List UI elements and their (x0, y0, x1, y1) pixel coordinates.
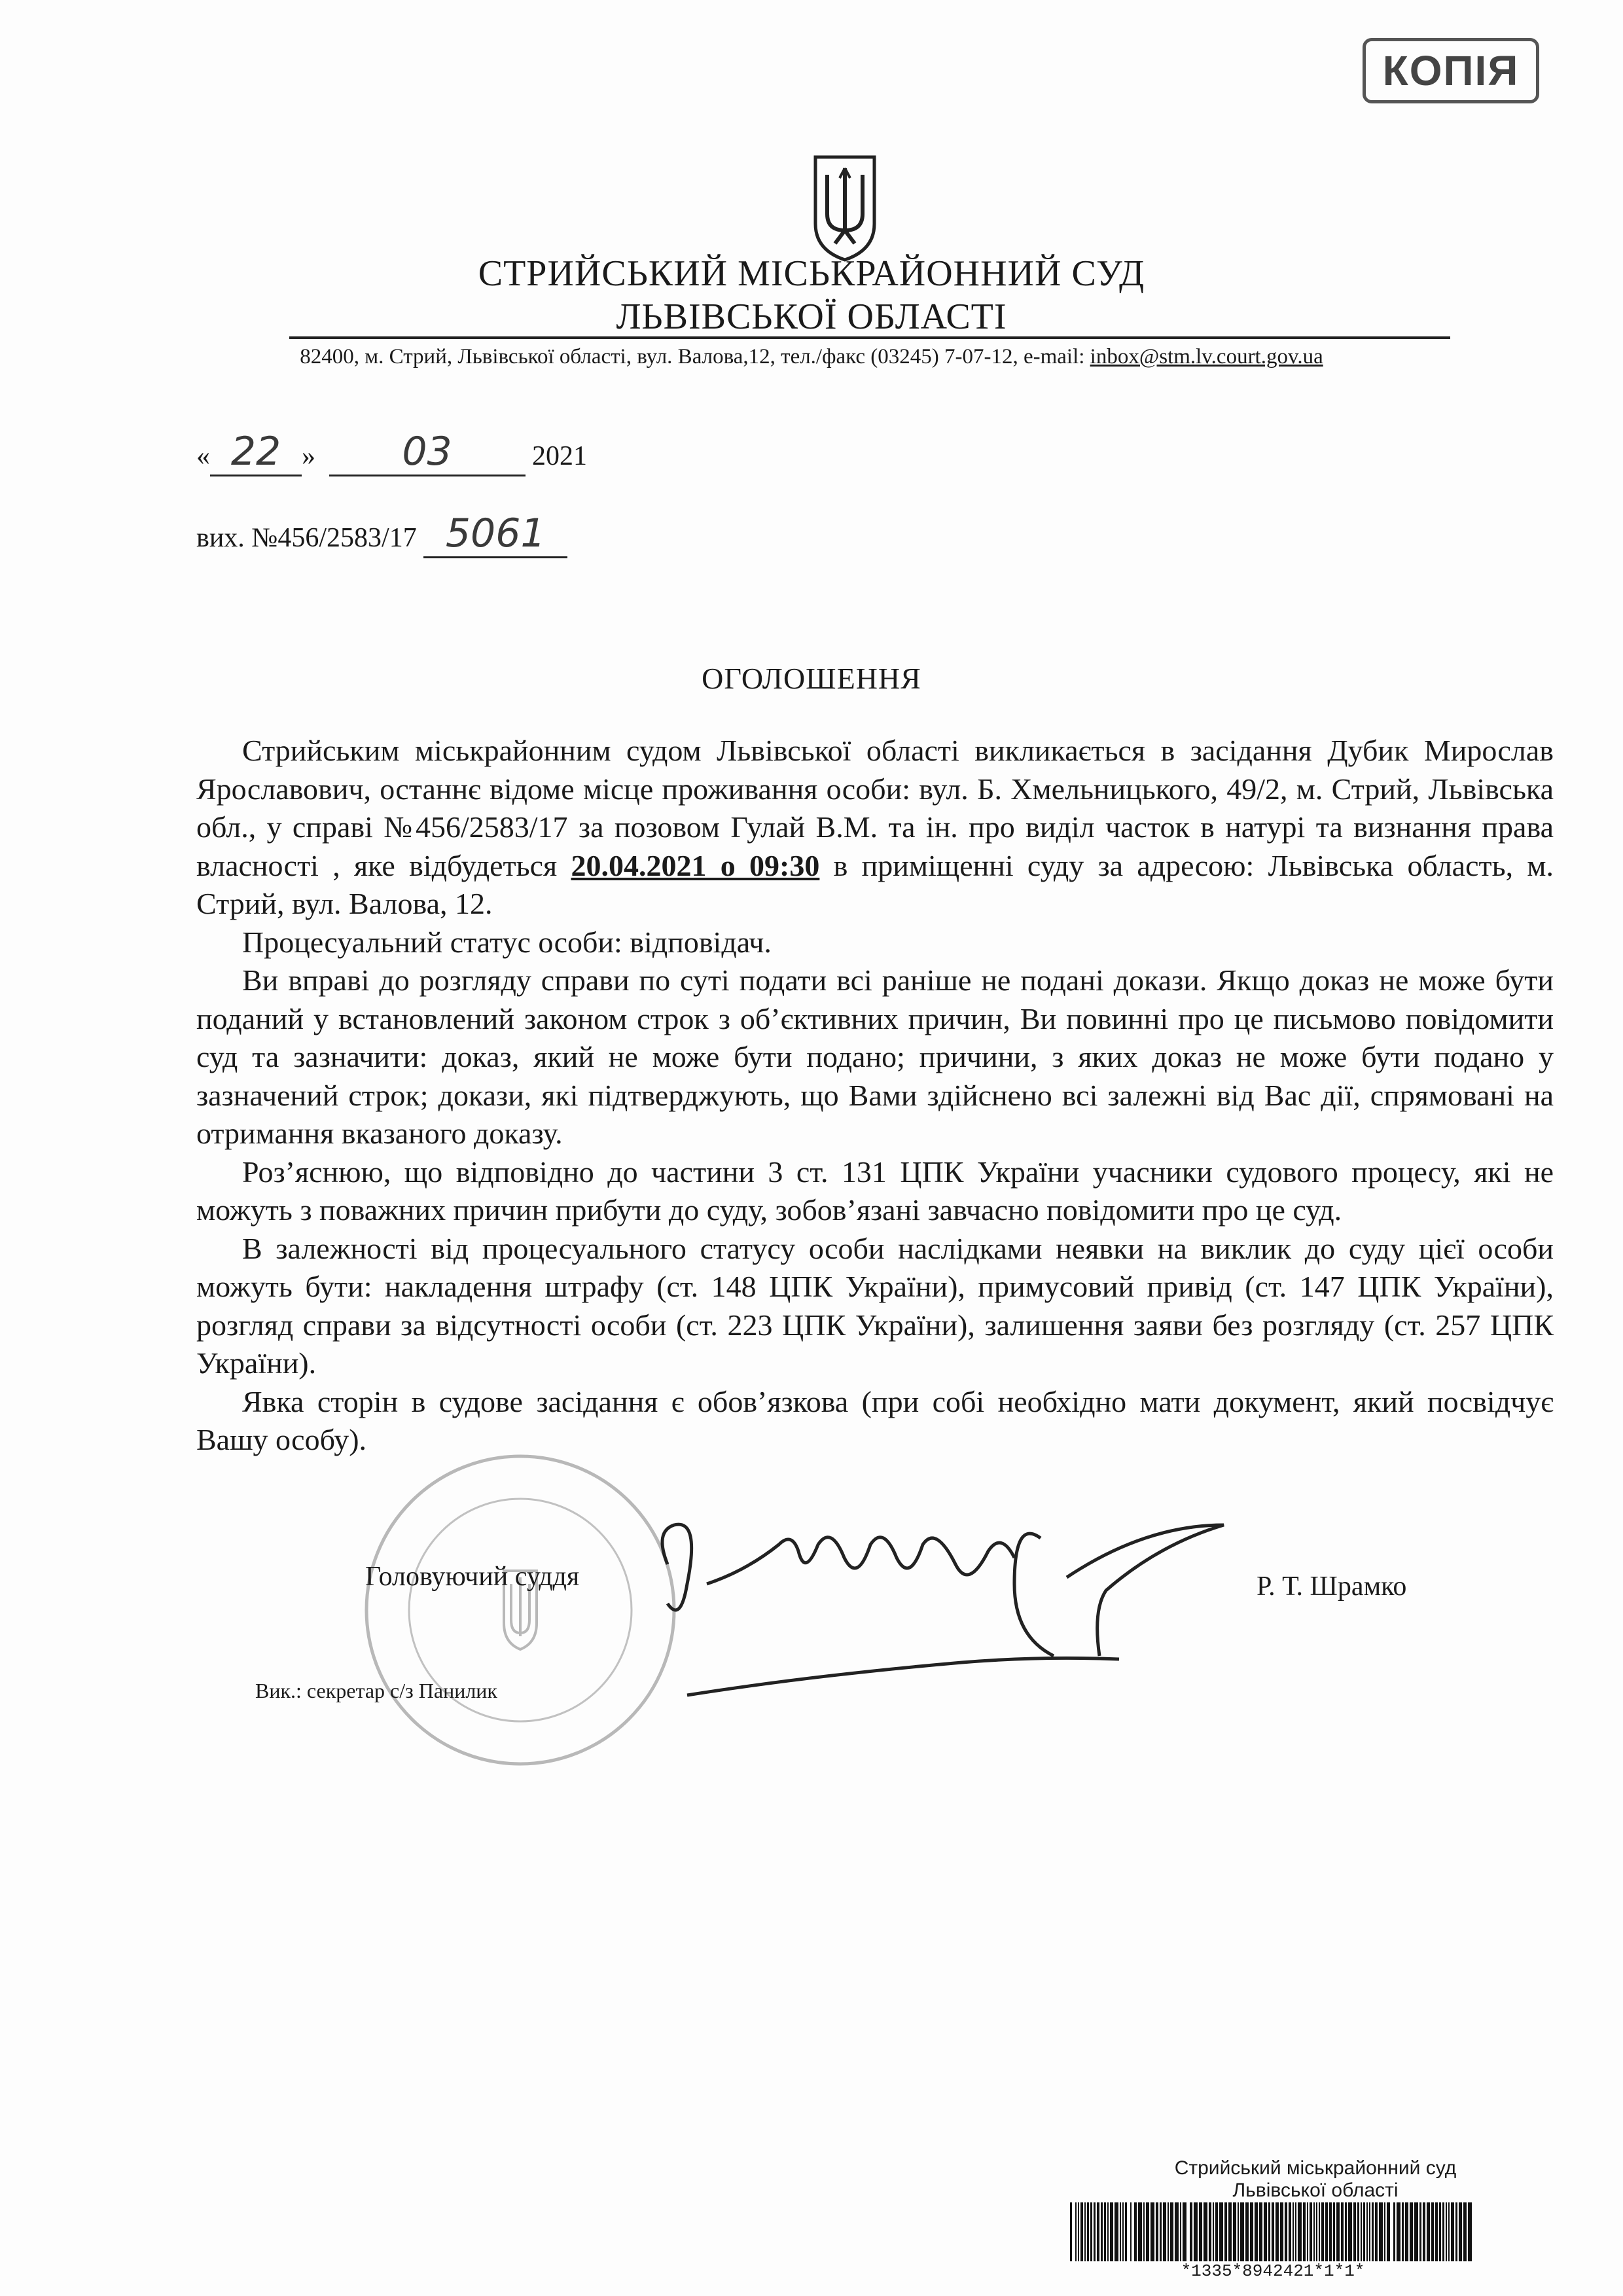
document-body (196, 732, 1554, 1460)
outgoing-handwritten-number: 5061 (445, 511, 546, 556)
executor-note: Вик.: секретар с/з Панилик (255, 1679, 497, 1702)
outgoing-number (196, 511, 654, 563)
date-quote-open: « (196, 441, 210, 471)
date-day: 22 (230, 429, 281, 475)
footer-court-line2: Львівської області (1232, 2179, 1399, 2201)
document-heading: ОГОЛОШЕННЯ (702, 662, 921, 695)
court-address (0, 345, 1623, 369)
paragraph-status: Процесуальний статус особи: відповідач. (242, 925, 772, 959)
judge-name: Р. Т. Шрамко (1257, 1571, 1407, 1602)
header-rule (289, 336, 1450, 339)
document-barcode (1070, 2202, 1476, 2261)
outgoing-prefix: вих. №456/2583/17 (196, 523, 417, 553)
address-text: 82400, м. Стрий, Львівської області, вул. Валова,12, тел./факс (03245) 7-07-12, e-mail: (300, 345, 1090, 368)
copy-stamp (1363, 38, 1539, 103)
paragraph-consequences: В залежності від процесуального статусу особи наслідками неявки на виклик до суду цієї особи можуть бути: накладення штрафу (ст. 148 ЦПК України), примусовий привід (ст. 147 ЦПК України), розгляд справи за відсутності особи (ст. 223 ЦПК України), залишення заяви без розгляду (ст. 257 ЦПК України). (196, 1231, 1554, 1380)
email-link[interactable]: inbox@stm.lv.court.gov.ua (1090, 345, 1323, 368)
court-seal (357, 1446, 684, 1774)
date-year: 2021 (532, 441, 587, 471)
paragraph-summons (196, 732, 1554, 924)
paragraph-explanation: Роз’яснюю, що відповідно до частини 3 ст. 131 ЦПК України учасники судового процесу, які не можуть з поважних причин прибути до суду, зобов’язані завчасно повідомити про це суд. (196, 1155, 1554, 1227)
barcode-number: *1335*8942421*1*1* (1181, 2261, 1365, 2281)
hearing-datetime: 20.04.2021 о 09:30 (571, 848, 820, 882)
paragraph-evidence: Ви вправі до розгляду справи по суті подати всі раніше не подані докази. Якщо доказ не може бути поданий у встановлений законом строк з об’єктивних причин, Ви повинні про це письмово повідомити суд та зазначити: доказ, який не може бути подано; причини, з яких доказ не може бути подано у зазначений строк; докази, які підтверджують, що Вами здійснено всі залежні від Вас дії, спрямовані на отримання вказаного доказу. (196, 963, 1554, 1150)
court-name-line1: СТРИЙСЬКИЙ МІСЬКРАЙОННИЙ СУД (478, 253, 1145, 294)
footer-court-line1: Стрийський міськрайонний суд (1174, 2157, 1457, 2179)
letter-date (196, 429, 615, 475)
paragraph-attendance: Явка сторін в судове засідання є обов’язкова (при собі необхідно мати документ, який посвідчує Вашу особу). (196, 1384, 1554, 1456)
summons-text-a: Стрийським міськрайонним судом Львівської області викликається в засідання Дубик Мирослав Ярославович, останнє відоме місце проживання особи: вул. Б. Хмельницького, 49/2, м. Стрий, Львівська обл., у справі №456/2583/17 за позовом Гулай В.М. та ін. про виділ часток в натурі та визнання права власності , яке відбудеться (196, 734, 1554, 882)
summons-text-b: в приміщенні суду за адресою: Львівська область, м. Стрий, вул. Валова, 12. (196, 848, 1554, 920)
date-quote-close: » (302, 441, 315, 471)
coat-of-arms-icon (809, 152, 881, 263)
copy-stamp-label: КОПІЯ (1382, 47, 1520, 94)
date-month: 03 (402, 429, 452, 475)
judge-title: Головуючий суддя (365, 1562, 580, 1592)
judge-signature (648, 1505, 1250, 1728)
court-name-line2: ЛЬВІВСЬКОЇ ОБЛАСТІ (616, 296, 1007, 337)
